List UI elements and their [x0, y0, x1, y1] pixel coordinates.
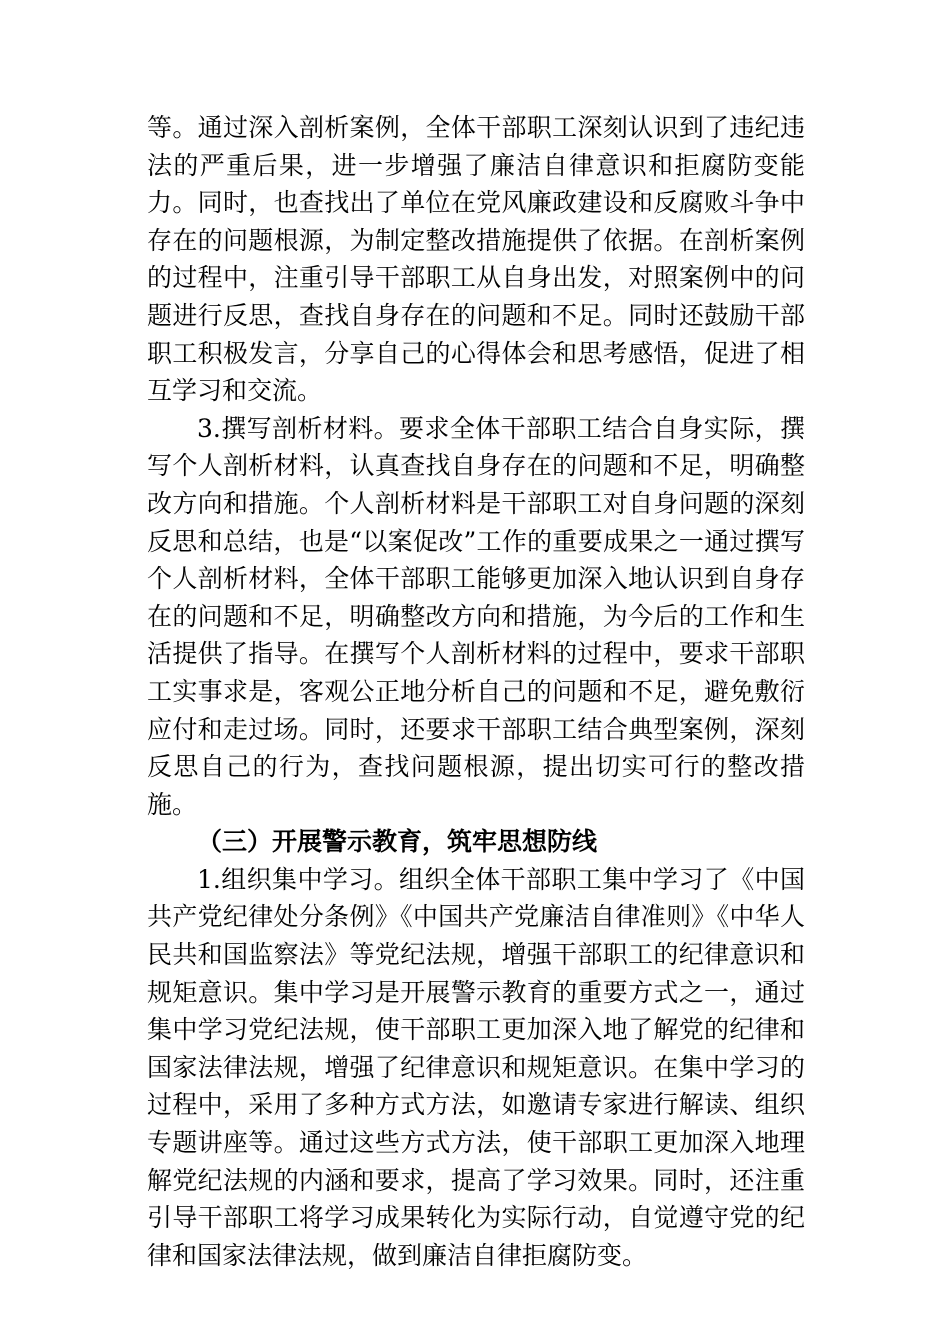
paragraph-write-analysis: 3.撰写剖析材料。要求全体干部职工结合自身实际，撰写个人剖析材料，认真查找自身存在的问题和不足，明确整改方向和措施。个人剖析材料是干部职工对自身问题的深刻反思和总结，也是“以案促改”工作的重要成果之一通过撰写个人剖析材料，全体干部职工能够更加深入地认识到自身存在的问题和不足，明确整改方向和措施，为今后的工作和生活提供了指导。在撰写个人剖析材料的过程中，要求干部职工实事求是，客观公正地分析自己的问题和不足，避免敷衍应付和走过场。同时，还要求干部职工结合典型案例，深刻反思自己的行为，查找问题根源，提出切实可行的整改措施。: [147, 413, 805, 819]
paragraph-collective-study: 1.组织集中学习。组织全体干部职工集中学习了《中国共产党纪律处分条例》《中国共产党廉洁自律准则》《中华人民共和国监察法》等党纪法规，增强干部职工的纪律意识和规矩意识。集中学习是开展警示教育的重要方式之一，通过集中学习党纪法规，使干部职工更加深入地了解党的纪律和国家法律法规，增强了纪律意识和规矩意识。在集中学习的过程中，采用了多种方式方法，如邀请专家进行解读、组织专题讲座等。通过这些方式方法，使干部职工更加深入地理解党纪法规的内涵和要求，提高了学习效果。同时，还注重引导干部职工将学习成果转化为实际行动，自觉遵守党的纪律和国家法律法规，做到廉洁自律拒腐防变。: [147, 864, 805, 1270]
paragraph-continuation: 等。通过深入剖析案例，全体干部职工深刻认识到了违纪违法的严重后果，进一步增强了廉洁自律意识和拒腐防变能力。同时，也查找出了单位在党风廉政建设和反腐败斗争中存在的问题根源，为制定整改措施提供了依据。在剖析案例的过程中，注重引导干部职工从自身出发，对照案例中的问题进行反思，查找自身存在的问题和不足。同时还鼓励干部职工积极发言，分享自己的心得体会和思考感悟，促进了相互学习和交流。: [147, 113, 805, 406]
section-heading-warning-education: （三）开展警示教育，筑牢思想防线: [197, 827, 598, 857]
document-page: [147, 109, 805, 1274]
